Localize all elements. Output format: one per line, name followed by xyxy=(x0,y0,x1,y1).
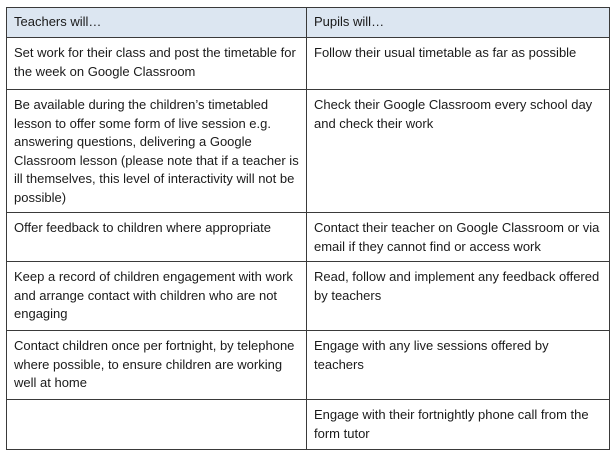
pupils-cell: Engage with their fortnightly phone call from the form tutor xyxy=(307,400,610,450)
pupils-cell: Check their Google Classroom every school day and check their work xyxy=(307,90,610,213)
table-row xyxy=(7,331,610,400)
pupils-cell: Follow their usual timetable as far as possible xyxy=(307,38,610,90)
header-teachers: Teachers will… xyxy=(7,8,307,38)
pupils-cell: Read, follow and implement any feedback offered by teachers xyxy=(307,262,610,331)
pupils-cell: Engage with any live sessions offered by teachers xyxy=(307,331,610,400)
responsibilities-table xyxy=(6,7,610,450)
teachers-cell: Be available during the children’s timetabled lesson to offer some form of live session e.g. answering questions, delivering a Google Classroom lesson (please note that if a teacher is ill themselves, this level of interactivity will not be possible) xyxy=(7,90,307,213)
teachers-cell: Keep a record of children engagement with work and arrange contact with children who are not engaging xyxy=(7,262,307,331)
table-row xyxy=(7,400,610,450)
teachers-cell xyxy=(7,400,307,450)
table-row xyxy=(7,38,610,90)
teachers-cell: Offer feedback to children where appropriate xyxy=(7,213,307,262)
pupils-cell: Contact their teacher on Google Classroom or via email if they cannot find or access work xyxy=(307,213,610,262)
table-row xyxy=(7,262,610,331)
teachers-cell: Contact children once per fortnight, by telephone where possible, to ensure children are working well at home xyxy=(7,331,307,400)
header-pupils: Pupils will… xyxy=(307,8,610,38)
table-row xyxy=(7,90,610,213)
teachers-cell: Set work for their class and post the timetable for the week on Google Classroom xyxy=(7,38,307,90)
header-row xyxy=(7,8,610,38)
table-row xyxy=(7,213,610,262)
